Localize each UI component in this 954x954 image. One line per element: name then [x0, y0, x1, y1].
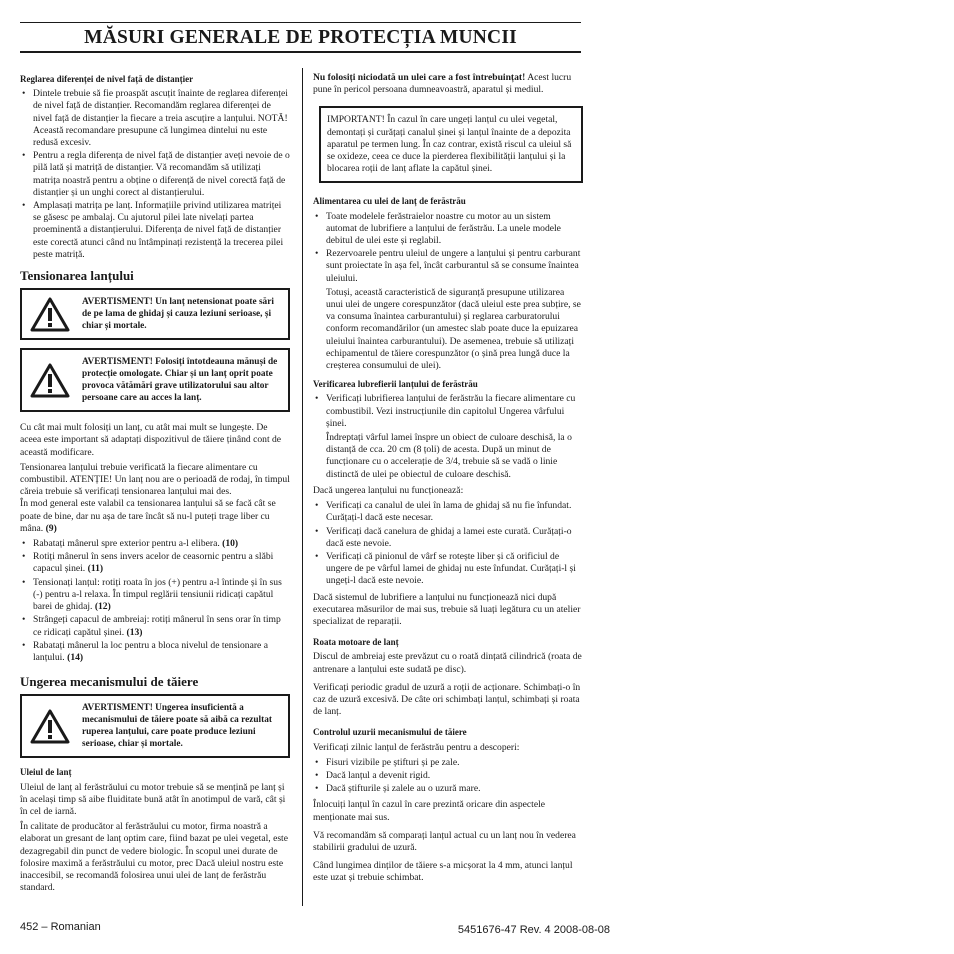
list-item: • Fisuri vizibile pe știfturi și pe zale. — [313, 757, 583, 769]
page-number: 452 – Romanian — [20, 921, 101, 933]
figure-ref: (13) — [126, 626, 143, 638]
column-divider — [302, 68, 303, 906]
heading-verificarea: Verificarea lubrefierii lanțului de ferăstrău — [313, 379, 478, 390]
paragraph: Verificați zilnic lanțul de ferăstrău pentru a descoperi: — [313, 741, 520, 753]
warning-triangle-icon — [22, 709, 78, 744]
paragraph: Tensionarea lanțului trebuie verificată la fiecare alimentare cu combustibil. ATENȚIE! Un lanț nou are o perioadă de rodaj, în timpul căreia trebuie să verificați tensionarea lanțului mai des. — [20, 461, 290, 498]
heading-controlul: Controlul uzurii mecanismului de tăiere — [313, 727, 467, 738]
warning-text: AVERTISMENT! Folosiți întotdeauna mănuși de protecție omologate. Chiar și un lanț oprit poate provoca vătămări grave utilizatorului sau altor persoane care au acces la lanț. — [82, 357, 278, 404]
list-item: • Dintele trebuie să fie proaspăt ascuțit înainte de reglarea diferenței de nivel față de distanțier. Recomandăm reglarea diferenței de nivel față de distanțier la fiecare a treia ascuțire a lanțului. NOTĂ! Această recomandare presupune că lungimea dintelui nu este redusă excesiv. — [20, 88, 290, 149]
warning-box — [20, 694, 290, 758]
document-revision: 5451676-47 Rev. 4 2008-08-08 — [457, 924, 610, 936]
figure-ref: (14) — [67, 651, 84, 663]
heading-ungerea: Ungerea mecanismului de tăiere — [20, 674, 199, 690]
paragraph: Verificați periodic gradul de uzură a roții de acționare. Schimbați-o în caz de uzură excesivă. De câte ori schimbați lanțul, schimbați și roata de lanț. — [313, 681, 581, 718]
paragraph: Nu folosiți niciodată un ulei care a fost întrebuințat! Acest lucru pune în pericol persoana dumneavoastră, aparatul și mediul. — [313, 72, 572, 96]
paragraph: În calitate de producător al ferăstrăului cu motor, firma noastră a elaborat un gresant de lanț optim care, fiind bazat pe ulei vegetal, este dezagregabil din punct de vedere biologic. În scopul unei durate de folosire maximă a ferăstrăului cu motor, prec Dacă uleiul nostru este inaccesibil, se recomandă folosirea unui ulei de lanț de ferăstrău standard. — [20, 821, 288, 894]
list-item: • Rabatați mânerul spre exterior pentru a-l elibera. (10) — [20, 538, 290, 550]
paragraph: Uleiul de lanț al ferăstrăului cu motor trebuie să se mențină pe lanț și în același timp să aibe fluiditate bună atât în anotimpul de vară, cât și în cel de iarnă. — [20, 781, 286, 817]
list-item: • Toate modelele ferăstraielor noastre cu motor au un sistem automat de lubrifiere a lanțului de ferăstrău. La unele modele debitul de ulei este și reglabil. — [313, 211, 583, 248]
warning-text: AVERTISMENT! Ungerea insuficientă a mecanismului de tăiere poate să aibă ca rezultat ruperea lanțului, care poate produce leziuni serioase, chiar și mortale. — [82, 703, 272, 750]
heading-tensionarea: Tensionarea lanțului — [20, 268, 134, 284]
paragraph: În mod general este valabil ca tensionarea lanțului să se facă cât se poate de bine, dar nu așa de tare încât să nu-l puteți trage liber cu mâna. (9) — [20, 498, 276, 534]
list-item: • Verificați ca canalul de ulei în lama de ghidaj să nu fie înfundat. Curățați-l dacă este necesar. — [313, 500, 583, 524]
left-column — [20, 73, 290, 897]
title-underline — [20, 51, 581, 53]
list-item: • Amplasați matrița pe lanț. Informațiile privind utilizarea matriței se găsesc pe ambalaj. Cu ajutorul pilei late nivelați partea proeminentă a distanțierului. Diferența de nivel față de distanțier este corectă atunci când nu întâmpinați rezistență la trecerea pilei peste matriță. — [20, 200, 290, 261]
figure-ref: (12) — [94, 601, 111, 613]
paragraph: Discul de ambreiaj este prevăzut cu o roată dințată cilindrică (roata de antrenare a lanțului este sudată pe disc). — [313, 651, 582, 675]
heading-reglarea: Reglarea diferenței de nivel față de distanțier — [20, 74, 194, 84]
list-item: • Strângeți capacul de ambreiaj: rotiți mânerul în sens orar în timp ce ridicați capătul șinei. (13) — [20, 614, 290, 638]
daca-list — [313, 500, 583, 587]
figure-ref: (10) — [222, 538, 239, 550]
important-box: IMPORTANT! În cazul în care ungeți lanțul cu ulei vegetal, demontați și curățați canalul șinei și lanțul înainte de a depozita aparatul pe termen lung. În caz contrar, există riscul ca uleiul să se oxideze, ceea ce duce la pierderea flexibilității lanțului și la blocarea roții de lanț aflate la capătul șinei. — [319, 106, 583, 183]
indented-paragraph: Totuși, această caracteristică de siguranță presupune utilizarea unui ulei de ungere corespunzător (dacă uleiul este prea subțire, se va consuma înaintea carburantului) și reglarea carburatorului conform recomandărilor (un amestec slab poate duce la epuizarea uleiului înaintea carburantului). De asemenea, trebuie să utilizați echipamentul de tăiere corespunzător (o șină prea lungă duce la creșterea consumului de ulei). — [326, 286, 581, 372]
paragraph: Înlocuiți lanțul în cazul în care prezintă oricare din aspectele menționate mai sus. — [313, 799, 546, 823]
heading-alimentarea: Alimentarea cu ulei de lanț de ferăstrău — [313, 196, 466, 207]
paragraph: Vă recomandăm să comparați lanțul actual cu un lanț nou în vederea stabilirii gradului de uzură. — [313, 829, 576, 853]
heading-uleiul: Uleiul de lanț — [20, 767, 72, 778]
page-title: MĂSURI GENERALE DE PROTECȚIA MUNCII — [84, 27, 517, 48]
list-item: • Rabatați mânerul la loc pentru a bloca nivelul de tensionare a lanțului. (14) — [20, 640, 290, 664]
indented-paragraph: Îndreptați vârful lamei înspre un obiect de culoare deschisă, la o distanță de cca. 20 cm (8 țoli) de acesta. După un minut de funcționare cu o accelerație de 3/4, trebuie să se vadă o linie distinctă de ulei pe obiectul de culoare deschisă. — [326, 432, 572, 480]
warning-triangle-icon — [22, 297, 78, 332]
control-list — [313, 757, 583, 796]
top-rule — [20, 22, 581, 23]
warning-triangle-icon — [22, 363, 78, 398]
list-item: • Rezervoarele pentru uleiul de ungere a lanțului și pentru carburant sunt proiectate în așa fel, încât carburantul să se consume înaintea uleiului. — [313, 248, 583, 285]
warning-text: AVERTISMENT! Un lanț netensionat poate sări de pe lama de ghidaj și cauza leziuni serioase, și chiar și mortale. — [82, 297, 274, 332]
tensionare-list — [20, 538, 290, 664]
figure-ref: (9) — [45, 522, 57, 534]
heading-roata: Roata motoare de lanț — [313, 637, 399, 648]
figure-ref: (11) — [87, 563, 104, 575]
list-item: • Tensionați lanțul: rotiți roata în jos (+) pentru a-l întinde și în sus (-) pentru a-l relaxa. În timpul reglării tensiunii ridicați capătul barei de ghidaj. (12) — [20, 577, 290, 614]
list-item: • Verificați că pinionul de vârf se rotește liber și că orificiul de ungere de pe vârful lamei de ghidaj nu este înfundat. Curățați-l și ungeți-l dacă este nevoie. — [313, 551, 583, 588]
reglarea-list — [20, 88, 290, 261]
verificare-list — [313, 393, 583, 430]
paragraph: Dacă sistemul de lubrifiere a lanțului nu funcționează nici după executarea măsurilor de mai sus, trebuie să luați legătura cu un atelier specializat de reparații. — [313, 591, 581, 627]
paragraph: Dacă ungerea lanțului nu funcționează: — [313, 484, 464, 496]
paragraph: Când lungimea dinților de tăiere s-a micșorat la 4 mm, atunci lanțul este uzat și trebuie schimbat. — [313, 860, 573, 884]
warning-box — [20, 288, 290, 340]
warning-box — [20, 348, 290, 412]
list-item: • Pentru a regla diferența de nivel față de distanțier aveți nevoie de o pilă lată și matriță de distanțier. Vă recomandăm să utilizați matrița noastră pentru a obține o diferență de nivel corectă față de distanțier și un unghi corect al distanțierului. — [20, 150, 290, 199]
right-column — [313, 72, 583, 888]
alimentare-list — [313, 211, 583, 285]
list-item: • Rotiți mânerul în sens invers acelor de ceasornic pentru a slăbi capacul șinei. (11) — [20, 551, 290, 575]
list-item: • Dacă știfturile și zalele au o uzură mare. — [313, 783, 583, 795]
paragraph: Cu cât mai mult folosiți un lanț, cu atât mai mult se lungește. De aceea este important să adaptați dispozitivul de tăiere ținând cont de această modificare. — [20, 422, 282, 458]
list-item: • Dacă lanțul a devenit rigid. — [313, 770, 583, 782]
list-item: • Verificați dacă canelura de ghidaj a lamei este curată. Curățați-o dacă este nevoie. — [313, 526, 583, 550]
list-item: • Verificați lubrifierea lanțului de ferăstrău la fiecare alimentare cu combustibil. Vezi instrucțiunile din capitolul Ungerea vârfului șinei. — [313, 393, 583, 430]
